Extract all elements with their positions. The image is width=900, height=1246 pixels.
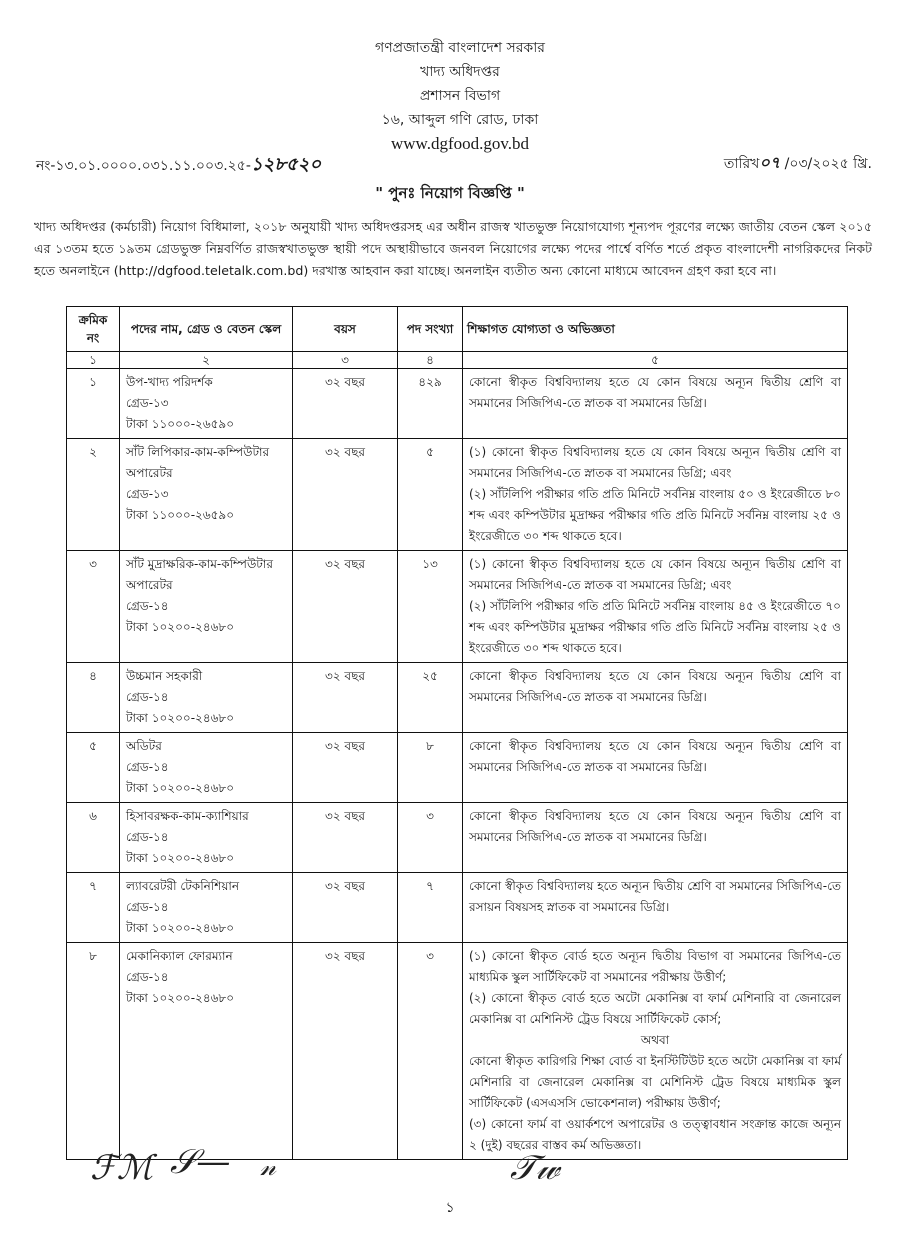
table-row — [67, 663, 848, 733]
post-pay-scale: টাকা ১১০০০-২৬৫৯০ — [126, 508, 234, 522]
col-number: ৫ — [463, 352, 848, 369]
post-cell — [120, 943, 293, 1160]
post-grade: গ্রেড-১৪ — [126, 900, 169, 914]
post-name: উপ-খাদ্য পরিদর্শক — [126, 375, 213, 389]
age-cell: ৩২ বছর — [293, 873, 398, 943]
date-label: তারিখ — [723, 156, 760, 172]
table-row — [67, 803, 848, 873]
qualification-item: (২) সাঁটলিপি পরীক্ষার গতি প্রতি মিনিটে সর্বনিম্ন বাংলায় ৪৫ ও ইংরেজীতে ৭০ শব্দ এবং কম্পিউটার মুদ্রাক্ষর পরীক্ষার গতি প্রতি মিনিটে সর্বনিম্ন বাংলায় ২৫ ও ইংরেজীতে ৩০ শব্দ থাকতে হবে। — [469, 599, 841, 655]
qualification-item: (২) কোনো স্বীকৃত বোর্ড হতে অটো মেকানিক্স বা ফার্ম মেশিনারি বা জেনারেল মেকানিক্স বা মেশিনিস্ট ট্রেড বিষয়ে সার্টিফিকেট কোর্স; — [469, 991, 841, 1026]
post-count-cell: ৪২৯ — [398, 369, 463, 439]
post-cell — [120, 369, 293, 439]
office-header — [0, 36, 900, 156]
govt-name: গণপ্রজাতন্ত্রী বাংলাদেশ সরকার — [375, 40, 545, 56]
intro-paragraph: খাদ্য অধিদপ্তর (কর্মচারী) নিয়োগ বিধিমালা, ২০১৮ অনুযায়ী খাদ্য অধিদপ্তরসহ এর অধীন রাজস্ব খাতভুক্ত নিয়োগযোগ্য শূন্যপদ পূরণের লক্ষ্যে জাতীয় বেতন স্কেল ২০১৫ এর ১৩তম হতে ১৯তম গ্রেডভুক্ত নিম্নবর্ণিত রাজস্বখাতভুক্ত স্থায়ী পদে অস্থায়ীভাবে জনবল নিয়োগের লক্ষ্যে পদের পার্শ্বে বর্ণিত শর্তে প্রকৃত বাংলাদেশী নাগরিকদের নিকট হতে অনলাইনে (http://dgfood.teletalk.com.bd) দরখাস্ত আহবান করা যাচ্ছে। অনলাইন ব্যতীত অন্য কোনো মাধ্যমে আবেদন গ্রহণ করা হবে না। — [34, 219, 872, 278]
post-grade: গ্রেড-১৪ — [126, 970, 169, 984]
memo-number-printed: নং-১৩.০১.০০০০.০৩১.১১.০০৩.২৫- — [36, 158, 251, 174]
post-count-cell: ৩ — [398, 803, 463, 873]
qualification-item: (১) কোনো স্বীকৃত বিশ্ববিদ্যালয় হতে যে কোন বিষয়ে অন্যূন দ্বিতীয় শ্রেণি বা সমমানের সিজিপিএ-তে স্নাতক বা সমমানের ডিগ্রি; এবং — [469, 445, 841, 480]
age-cell: ৩২ বছর — [293, 439, 398, 551]
qualification-cell — [463, 663, 848, 733]
post-count-cell: ৫ — [398, 439, 463, 551]
post-count-cell: ৭ — [398, 873, 463, 943]
post-count-cell: ২৫ — [398, 663, 463, 733]
qualification-cell — [463, 439, 848, 551]
post-grade: গ্রেড-১৪ — [126, 599, 169, 613]
qualification-item: (৩) কোনো ফার্ম বা ওয়ার্কশপে অপারেটর ও তত্ত্বাবধান সংক্রান্ত কাজে অন্যূন ২ (দুই) বছরের বাস্তব কর্ম অভিজ্ঞতা। — [469, 1117, 841, 1152]
post-grade: গ্রেড-১৩ — [126, 487, 169, 501]
header-post: পদের নাম, গ্রেড ও বেতন স্কেল — [120, 307, 293, 352]
division-name: প্রশাসন বিভাগ — [419, 88, 501, 104]
post-grade: গ্রেড-১৩ — [126, 396, 169, 410]
post-cell — [120, 663, 293, 733]
qualification-item: কোনো স্বীকৃত বিশ্ববিদ্যালয় হতে যে কোন বিষয়ে অন্যূন দ্বিতীয় শ্রেণি বা সমমানের সিজিপিএ-তে স্নাতক বা সমমানের ডিগ্রি। — [469, 669, 841, 704]
serial-cell: ১ — [67, 369, 120, 439]
post-cell — [120, 733, 293, 803]
table-body — [67, 369, 848, 1160]
qualification-item: কোনো স্বীকৃত বিশ্ববিদ্যালয় হতে যে কোন বিষয়ে অন্যূন দ্বিতীয় শ্রেণি বা সমমানের সিজিপিএ-তে স্নাতক বা সমমানের ডিগ্রি। — [469, 375, 841, 410]
qualification-item: কোনো স্বীকৃত বিশ্ববিদ্যালয় হতে অন্যূন দ্বিতীয় শ্রেণি বা সমমানের সিজিপিএ-তে রসায়ন বিষয়সহ স্নাতক বা সমমানের ডিগ্রি। — [469, 879, 841, 914]
age-cell: ৩২ বছর — [293, 369, 398, 439]
column-number-row — [67, 352, 848, 369]
serial-cell: ২ — [67, 439, 120, 551]
table-row — [67, 943, 848, 1160]
post-pay-scale: টাকা ১০২০০-২৪৬৮০ — [126, 620, 235, 634]
page-number: ১ — [445, 1200, 455, 1216]
post-name: উচ্চমান সহকারী — [126, 669, 203, 683]
table-header-row — [67, 307, 848, 352]
col-number: ২ — [120, 352, 293, 369]
post-name: হিসাবরক্ষক-কাম-ক্যাশিয়ার — [126, 809, 249, 823]
col-number: ৪ — [398, 352, 463, 369]
post-pay-scale: টাকা ১০২০০-২৪৬৮০ — [126, 991, 235, 1005]
post-name: সাঁট মুদ্রাক্ষরিক-কাম-কম্পিউটার অপারেটর — [126, 557, 273, 592]
age-cell: ৩২ বছর — [293, 943, 398, 1160]
header-serial: ক্রমিক নং — [67, 307, 120, 352]
post-pay-scale: টাকা ১০২০০-২৪৬৮০ — [126, 781, 235, 795]
post-pay-scale: টাকা ১০২০০-২৪৬৮০ — [126, 851, 235, 865]
post-pay-scale: টাকা ১০২০০-২৪৬৮০ — [126, 921, 235, 935]
post-cell — [120, 803, 293, 873]
post-count-cell: ১৩ — [398, 551, 463, 663]
post-cell — [120, 551, 293, 663]
table-row — [67, 551, 848, 663]
memo-number-handwritten: ১২৮৫২০ — [250, 154, 322, 175]
qualification-item: কোনো স্বীকৃত বিশ্ববিদ্যালয় হতে যে কোন বিষয়ে অন্যূন দ্বিতীয় শ্রেণি বা সমমানের সিজিপিএ-তে স্নাতক বা সমমানের ডিগ্রি। — [469, 739, 841, 774]
post-grade: গ্রেড-১৪ — [126, 760, 169, 774]
post-count-cell: ৩ — [398, 943, 463, 1160]
office-address: ১৬, আব্দুল গণি রোড, ঢাকা — [381, 112, 539, 128]
age-cell: ৩২ বছর — [293, 803, 398, 873]
notice-title: " পুনঃ নিয়োগ বিজ্ঞপ্তি " — [375, 184, 525, 202]
qualification-item: কোনো স্বীকৃত বিশ্ববিদ্যালয় হতে যে কোন বিষয়ে অন্যূন দ্বিতীয় শ্রেণি বা সমমানের সিজিপিএ-তে স্নাতক বা সমমানের ডিগ্রি। — [469, 809, 841, 844]
signature-4: 𝒯𝓌 — [510, 1148, 560, 1188]
vacancy-table — [66, 306, 848, 1160]
post-grade: গ্রেড-১৪ — [126, 830, 169, 844]
office-website[interactable]: www.dgfood.gov.bd — [390, 134, 530, 153]
post-cell — [120, 873, 293, 943]
serial-cell: ৪ — [67, 663, 120, 733]
serial-cell: ৮ — [67, 943, 120, 1160]
qualification-cell — [463, 803, 848, 873]
serial-cell: ৭ — [67, 873, 120, 943]
table-row — [67, 733, 848, 803]
serial-cell: ৩ — [67, 551, 120, 663]
memo-number — [36, 150, 321, 181]
post-grade: গ্রেড-১৪ — [126, 690, 169, 704]
notice-date — [724, 150, 872, 177]
post-name: মেকানিক্যাল ফোরম্যান — [126, 949, 233, 963]
qualification-cell — [463, 369, 848, 439]
qualification-item: (১) কোনো স্বীকৃত বোর্ড হতে অন্যূন দ্বিতীয় বিভাগ বা সমমানের জিপিএ-তে মাধ্যমিক স্কুল সার্টিফিকেট বা সমমানের পরীক্ষায় উত্তীর্ণ; — [469, 949, 841, 984]
department-name: খাদ্য অধিদপ্তর — [420, 64, 500, 80]
signature-2: 𝒮— — [170, 1142, 231, 1182]
post-name: ল্যাবরেটরী টেকনিশিয়ান — [126, 879, 240, 893]
header-qualification: শিক্ষাগত যোগ্যতা ও অভিজ্ঞতা — [463, 307, 848, 352]
date-rest: /০৩/২০২৫ খ্রি. — [780, 156, 872, 172]
header-count: পদ সংখ্যা — [398, 307, 463, 352]
table-row — [67, 439, 848, 551]
qualification-cell — [463, 943, 848, 1160]
signature-3: 𝓃 — [260, 1152, 277, 1182]
qualification-item: অথবা — [640, 1033, 670, 1047]
age-cell: ৩২ বছর — [293, 733, 398, 803]
post-pay-scale: টাকা ১১০০০-২৬৫৯০ — [126, 417, 234, 431]
age-cell: ৩২ বছর — [293, 663, 398, 733]
post-pay-scale: টাকা ১০২০০-২৪৬৮০ — [126, 711, 235, 725]
qualification-item: কোনো স্বীকৃত কারিগরি শিক্ষা বোর্ড বা ইনস্টিটিউট হতে অটো মেকানিক্স বা ফার্ম মেশিনারি বা জেনারেল মেকানিক্স বা মেশিনিস্ট ট্রেড বিষয়ে মাধ্যমিক স্কুল সার্টিফিকেট (এসএসসি ভোকেশনাল) পরীক্ষায় উত্তীর্ণ; — [469, 1054, 841, 1110]
post-name: অডিটর — [126, 739, 162, 753]
table-row — [67, 873, 848, 943]
post-count-cell: ৮ — [398, 733, 463, 803]
col-number: ১ — [67, 352, 120, 369]
serial-cell: ৬ — [67, 803, 120, 873]
col-number: ৩ — [293, 352, 398, 369]
qualification-cell — [463, 733, 848, 803]
serial-cell: ৫ — [67, 733, 120, 803]
age-cell: ৩২ বছর — [293, 551, 398, 663]
date-day-handwritten: ০৭ — [759, 153, 781, 172]
signature-1: ℱℳ — [90, 1148, 154, 1188]
qualification-cell — [463, 551, 848, 663]
post-cell — [120, 439, 293, 551]
qualification-item: (১) কোনো স্বীকৃত বিশ্ববিদ্যালয় হতে যে কোন বিষয়ে অন্যূন দ্বিতীয় শ্রেণি বা সমমানের সিজিপিএ-তে স্নাতক বা সমমানের ডিগ্রি; এবং — [469, 557, 841, 592]
qualification-item: (২) সাঁটলিপি পরীক্ষার গতি প্রতি মিনিটে সর্বনিম্ন বাংলায় ৫০ ও ইংরেজীতে ৮০ শব্দ এবং কম্পিউটার মুদ্রাক্ষর পরীক্ষার গতি প্রতি মিনিটে সর্বনিম্ন বাংলায় ২৫ ও ইংরেজীতে ৩০ শব্দ থাকতে হবে। — [469, 487, 841, 543]
post-name: সাঁট লিপিকার-কাম-কম্পিউটার অপারেটর — [126, 445, 270, 480]
table-row — [67, 369, 848, 439]
header-age: বয়স — [293, 307, 398, 352]
qualification-cell — [463, 873, 848, 943]
